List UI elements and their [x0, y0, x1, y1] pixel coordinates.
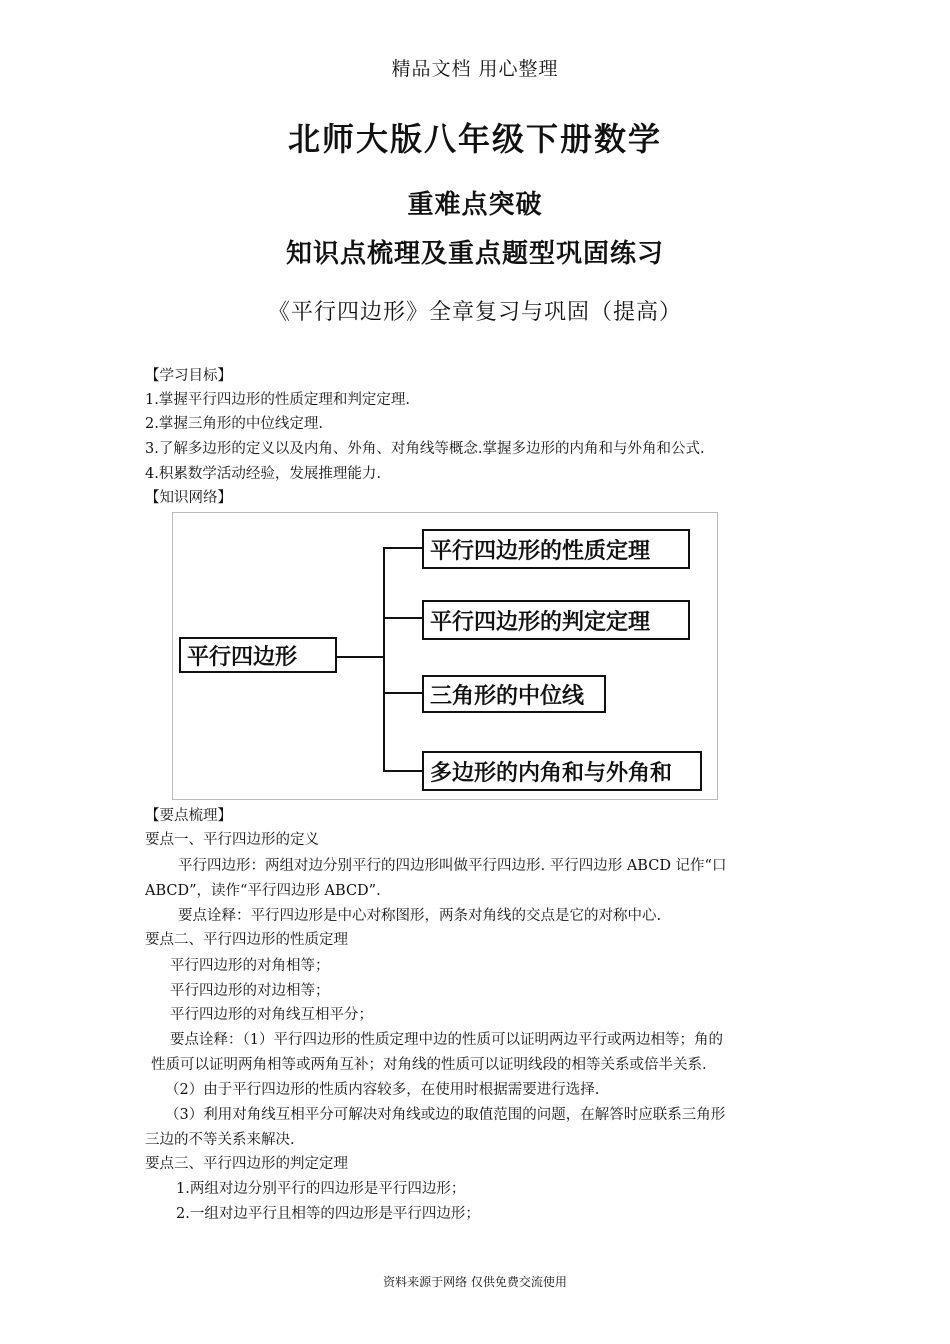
network-heading: 【知识网络】: [145, 490, 232, 506]
keypoint-text: 1.两组对边分别平行的四边形是平行四边形；: [176, 1181, 466, 1197]
connector-line: [383, 547, 423, 549]
connector-line: [383, 770, 423, 772]
keypoints-heading: 【要点梳理】: [145, 808, 232, 824]
keypoint-note: （2）由于平行四边形的性质内容较多，在使用时根据需要进行选择.: [165, 1082, 600, 1098]
page-header: 精品文档 用心整理: [391, 58, 559, 80]
branch-node-midline: 三角形的中位线: [422, 675, 606, 713]
keypoint-text: 平行四边形：两组对边分别平行的四边形叫做平行四边形. 平行四边形 ABCD 记作“口: [178, 858, 727, 874]
keypoint-text: 平行四边形的对边相等；: [170, 983, 330, 999]
chapter-title: 《平行四边形》全章复习与巩固（提高）: [267, 300, 682, 325]
keypoint-text: ABCD”，读作“平行四边形 ABCD”.: [145, 883, 381, 899]
page-footer: 资料来源于网络 仅供免费交流使用: [383, 1275, 567, 1289]
connector-line: [383, 617, 423, 619]
keypoint-3-title: 要点三、平行四边形的判定定理: [145, 1156, 348, 1172]
connector-line: [383, 692, 423, 694]
goal-item: 3.了解多边形的定义以及内角、外角、对角线等概念.掌握多边形的内角和与外角和公式.: [145, 441, 705, 457]
keypoint-2-title: 要点二、平行四边形的性质定理: [145, 932, 348, 948]
connector-line: [383, 547, 385, 771]
keypoint-note: （3）利用对角线互相平分可解决对角线或边的取值范围的问题，在解答时应联系三角形: [165, 1107, 726, 1123]
doc-subtitle-1: 重难点突破: [407, 190, 543, 220]
doc-title: 北师大版八年级下册数学: [287, 120, 662, 158]
keypoint-note: 性质可以证明两角相等或两角互补；对角线的性质可以证明线段的相等关系或倍半关系.: [151, 1057, 707, 1073]
branch-node-criteria: 平行四边形的判定定理: [422, 600, 690, 640]
keypoint-1-title: 要点一、平行四边形的定义: [145, 832, 319, 848]
goal-item: 1.掌握平行四边形的性质定理和判定定理.: [145, 392, 410, 408]
keypoint-text: 平行四边形的对角相等；: [170, 958, 330, 974]
connector-line: [337, 656, 385, 658]
keypoint-text: 2.一组对边平行且相等的四边形是平行四边形；: [176, 1206, 480, 1222]
root-node: 平行四边形: [179, 637, 337, 673]
keypoint-note: 三边的不等关系来解决.: [145, 1132, 295, 1148]
branch-node-angle-sum: 多边形的内角和与外角和: [422, 751, 702, 791]
keypoint-text: 平行四边形的对角线互相平分；: [170, 1007, 373, 1023]
goals-heading: 【学习目标】: [145, 368, 232, 384]
goal-item: 2.掌握三角形的中位线定理.: [145, 416, 323, 432]
knowledge-network-diagram: [172, 512, 718, 800]
keypoint-note: 要点诠释：（1）平行四边形的性质定理中边的性质可以证明两边平行或两边相等；角的: [170, 1032, 723, 1048]
doc-subtitle-2: 知识点梳理及重点题型巩固练习: [285, 239, 664, 269]
goal-item: 4.积累数学活动经验，发展推理能力.: [145, 466, 381, 482]
branch-node-properties: 平行四边形的性质定理: [422, 529, 690, 569]
keypoint-note: 要点诠释：平行四边形是中心对称图形，两条对角线的交点是它的对称中心.: [178, 908, 662, 924]
